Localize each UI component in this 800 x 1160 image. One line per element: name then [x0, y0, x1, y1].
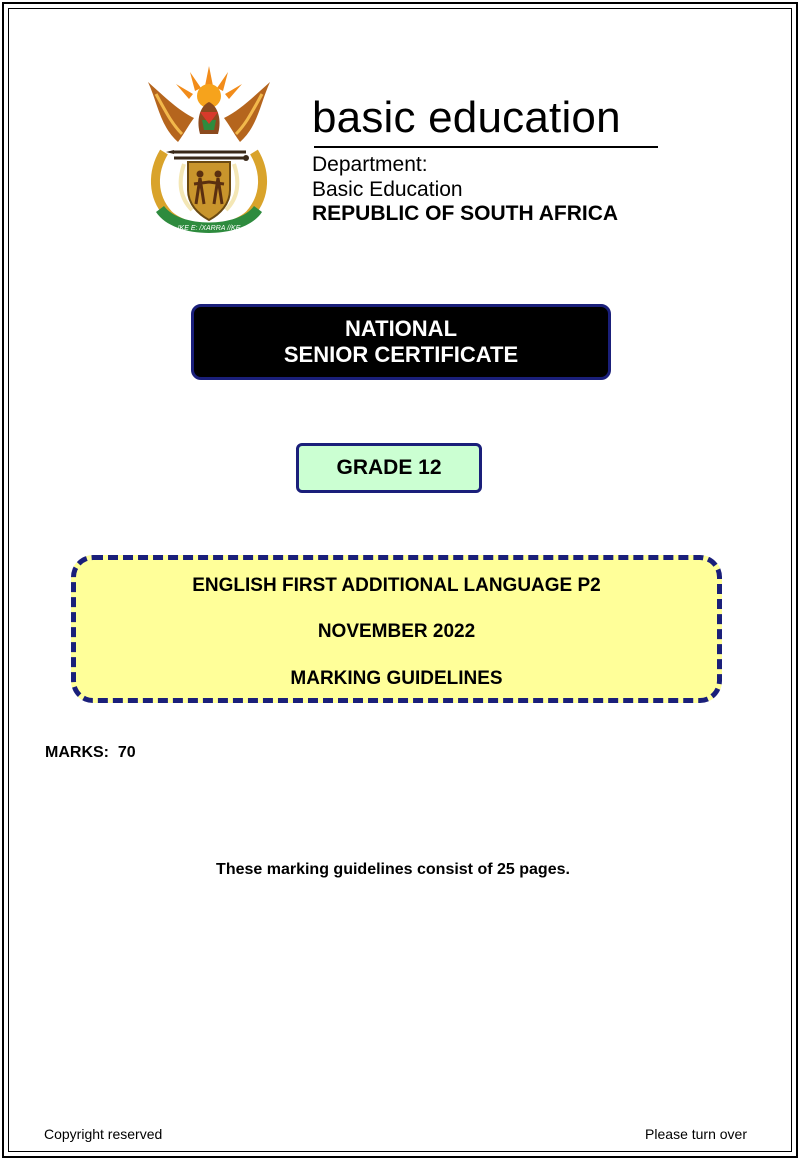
certificate-line-1: NATIONAL	[344, 316, 458, 341]
department-name: Basic Education	[312, 178, 463, 201]
coat-of-arms-icon	[138, 64, 280, 244]
total-marks: MARKS: 70	[45, 744, 136, 761]
footer-turn-over: Please turn over	[645, 1126, 747, 1142]
svg-text:!KE E: /XARRA //KE: !KE E: /XARRA //KE	[177, 225, 241, 232]
subject-title: ENGLISH FIRST ADDITIONAL LANGUAGE P2	[192, 575, 601, 596]
grade-badge	[296, 443, 482, 493]
page-count-note: These marking guidelines consist of 25 pages.	[216, 861, 570, 878]
brand-underline	[314, 146, 658, 148]
grade-label: GRADE 12	[336, 456, 442, 479]
certificate-line-2: SENIOR CERTIFICATE	[283, 342, 519, 367]
exam-session: NOVEMBER 2022	[317, 621, 476, 642]
subject-panel	[71, 555, 722, 703]
document-type: MARKING GUIDELINES	[290, 668, 503, 689]
brand-title: basic education	[312, 93, 621, 142]
department-label: Department:	[312, 153, 428, 176]
certificate-banner	[191, 304, 611, 380]
footer-copyright: Copyright reserved	[44, 1126, 163, 1142]
country-name: REPUBLIC OF SOUTH AFRICA	[312, 202, 619, 225]
